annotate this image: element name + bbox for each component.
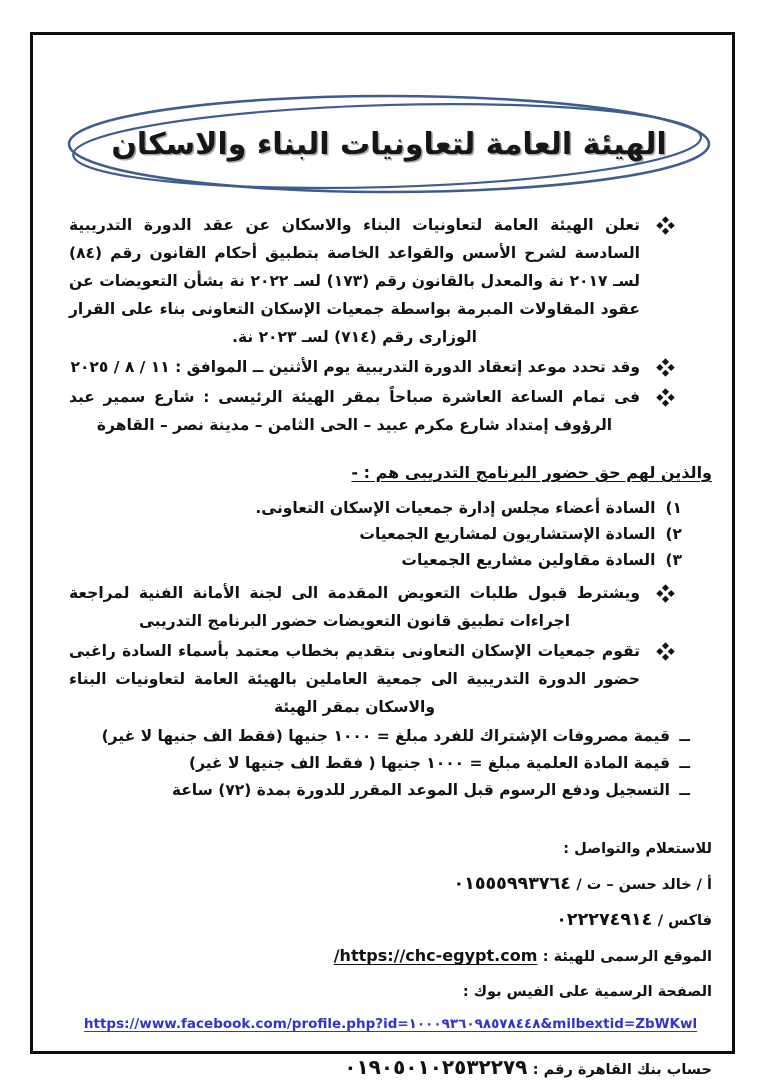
- dash-bullet: ــ: [679, 727, 690, 745]
- facebook-url-line: [69, 1009, 712, 1038]
- fax-number: ٠٢٢٢٧٤٩١٤: [556, 910, 653, 930]
- fee-line: [69, 777, 712, 804]
- phone-label: أ / خالد حسن – ت /: [576, 877, 712, 893]
- item-number: ١): [665, 499, 682, 517]
- fee-text: قيمة مصروفات الإشتراك للفرد مبلغ = ١٠٠٠ جنيها (فقط الف جنيها لا غير): [101, 727, 670, 745]
- fax-label: فاكس /: [657, 913, 712, 929]
- announcement-text: تعلن الهيئة العامة لتعاونيات البناء والاسكان عن عقد الدورة التدريبية السادسة لشرح الأسس والقواعد الخاصة بتطبيق أحكام القانون رقم (٨٤) لسـ ٢٠١٧ نة والمعدل بالقانون رقم (١٧٣) لسـ ٢٠٢٢ نة بشأن التعويضات عن عقود المقاولات المبرمة بواسطة جمعيات الإسكان التعاونى بناء على القرار الوزارى رقم (٧١٤) لسـ ٢٠٢٣ نة.: [69, 216, 640, 346]
- condition-text: تقوم جمعيات الإسكان التعاونى بتقديم بخطاب معتمد بأسماء السادة راغبى حضور الدورة التدريبية الى جمعية العاملين بالهيئة العامة لتعاونيات البناء والاسكان بمقر الهيئة: [69, 642, 640, 716]
- bank-label: حساب بنك القاهرة رقم :: [532, 1062, 712, 1078]
- session-location-paragraph: [69, 383, 712, 439]
- phone-number: ٠١٥٥٥٩٩٣٧٦٤: [453, 874, 571, 894]
- phone-line: [69, 873, 712, 896]
- diamond-bullet-icon: [656, 216, 674, 234]
- authority-title: الهيئة العامة لتعاونيات البناء والاسكان: [111, 126, 667, 162]
- dash-bullet: ــ: [679, 754, 690, 772]
- diamond-bullet-icon: [656, 388, 674, 406]
- facebook-label: الصفحة الرسمية على الفيس بوك :: [462, 984, 712, 1000]
- fee-text: قيمة المادة العلمية مبلغ = ١٠٠٠ جنيها ( فقط الف جنيها لا غير): [188, 754, 670, 772]
- session-location-text: فى تمام الساعة العاشرة صباحاً بمقر الهيئة الرئيسى : شارع سمير عبد الرؤوف إمتداد شارع مكرم عبيد – الحى الثامن – مدينة نصر – القاهرة: [69, 388, 640, 434]
- eligibility-heading: والذين لهم حق حضور البرنامج التدريبى هم : -: [351, 463, 712, 482]
- list-item: [69, 521, 712, 547]
- session-date-paragraph: [69, 353, 712, 381]
- condition-paragraph: [69, 637, 712, 721]
- page-border-frame: [30, 32, 735, 1079]
- condition-paragraph: [69, 579, 712, 635]
- website-line: [69, 945, 712, 968]
- bank-account-line: [69, 1056, 712, 1081]
- item-text: السادة مقاولين مشاريع الجمعيات: [401, 551, 656, 569]
- list-item: [69, 547, 712, 573]
- eligibility-heading-row: [69, 459, 712, 487]
- diamond-bullet-icon: [656, 642, 674, 660]
- item-text: السادة الإستشاريون لمشاريع الجمعيات: [359, 525, 656, 543]
- contact-section: [69, 838, 712, 1081]
- bank-account-number: ٠١٩٠٥٠١٠٢٥٣٢٢٧٩: [344, 1055, 528, 1079]
- fax-line: [69, 909, 712, 932]
- item-number: ٣): [665, 551, 682, 569]
- document-content: [33, 35, 732, 1079]
- fee-text: التسجيل ودفع الرسوم قبل الموعد المقرر للدورة بمدة (٧٢) ساعة: [171, 781, 670, 799]
- header-banner: [66, 93, 712, 195]
- contact-heading: للاستعلام والتواصل :: [563, 841, 712, 857]
- diamond-bullet-icon: [656, 584, 674, 602]
- website-label: الموقع الرسمى للهيئة :: [542, 949, 712, 965]
- diamond-bullet-icon: [656, 358, 674, 376]
- session-date-text: وقد تحدد موعد إتعقاد الدورة التدريبية يوم الأثنين ــ الموافق : ١١ / ٨ / ٢٠٢٥: [70, 358, 640, 376]
- item-number: ٢): [665, 525, 682, 543]
- item-text: السادة أعضاء مجلس إدارة جمعيات الإسكان التعاونى.: [255, 499, 656, 517]
- website-link[interactable]: https://chc-egypt.com/: [333, 946, 538, 965]
- fee-line: [69, 750, 712, 777]
- list-item: [69, 495, 712, 521]
- facebook-link[interactable]: https://www.facebook.com/profile.php?id=١٠٠٠٩٣٦٠٩٨٥٧٨٤٤٨&milbextid=ZbWKwl: [83, 1016, 698, 1032]
- announcement-paragraph: [69, 211, 712, 351]
- fee-line: [69, 723, 712, 750]
- dash-bullet: ــ: [679, 781, 690, 799]
- condition-text: ويشترط قبول طلبات التعويض المقدمة الى لجنة الأمانة الفنية لمراجعة اجراءات تطبيق قانون التعويضات حضور البرنامج التدريبى: [69, 584, 640, 630]
